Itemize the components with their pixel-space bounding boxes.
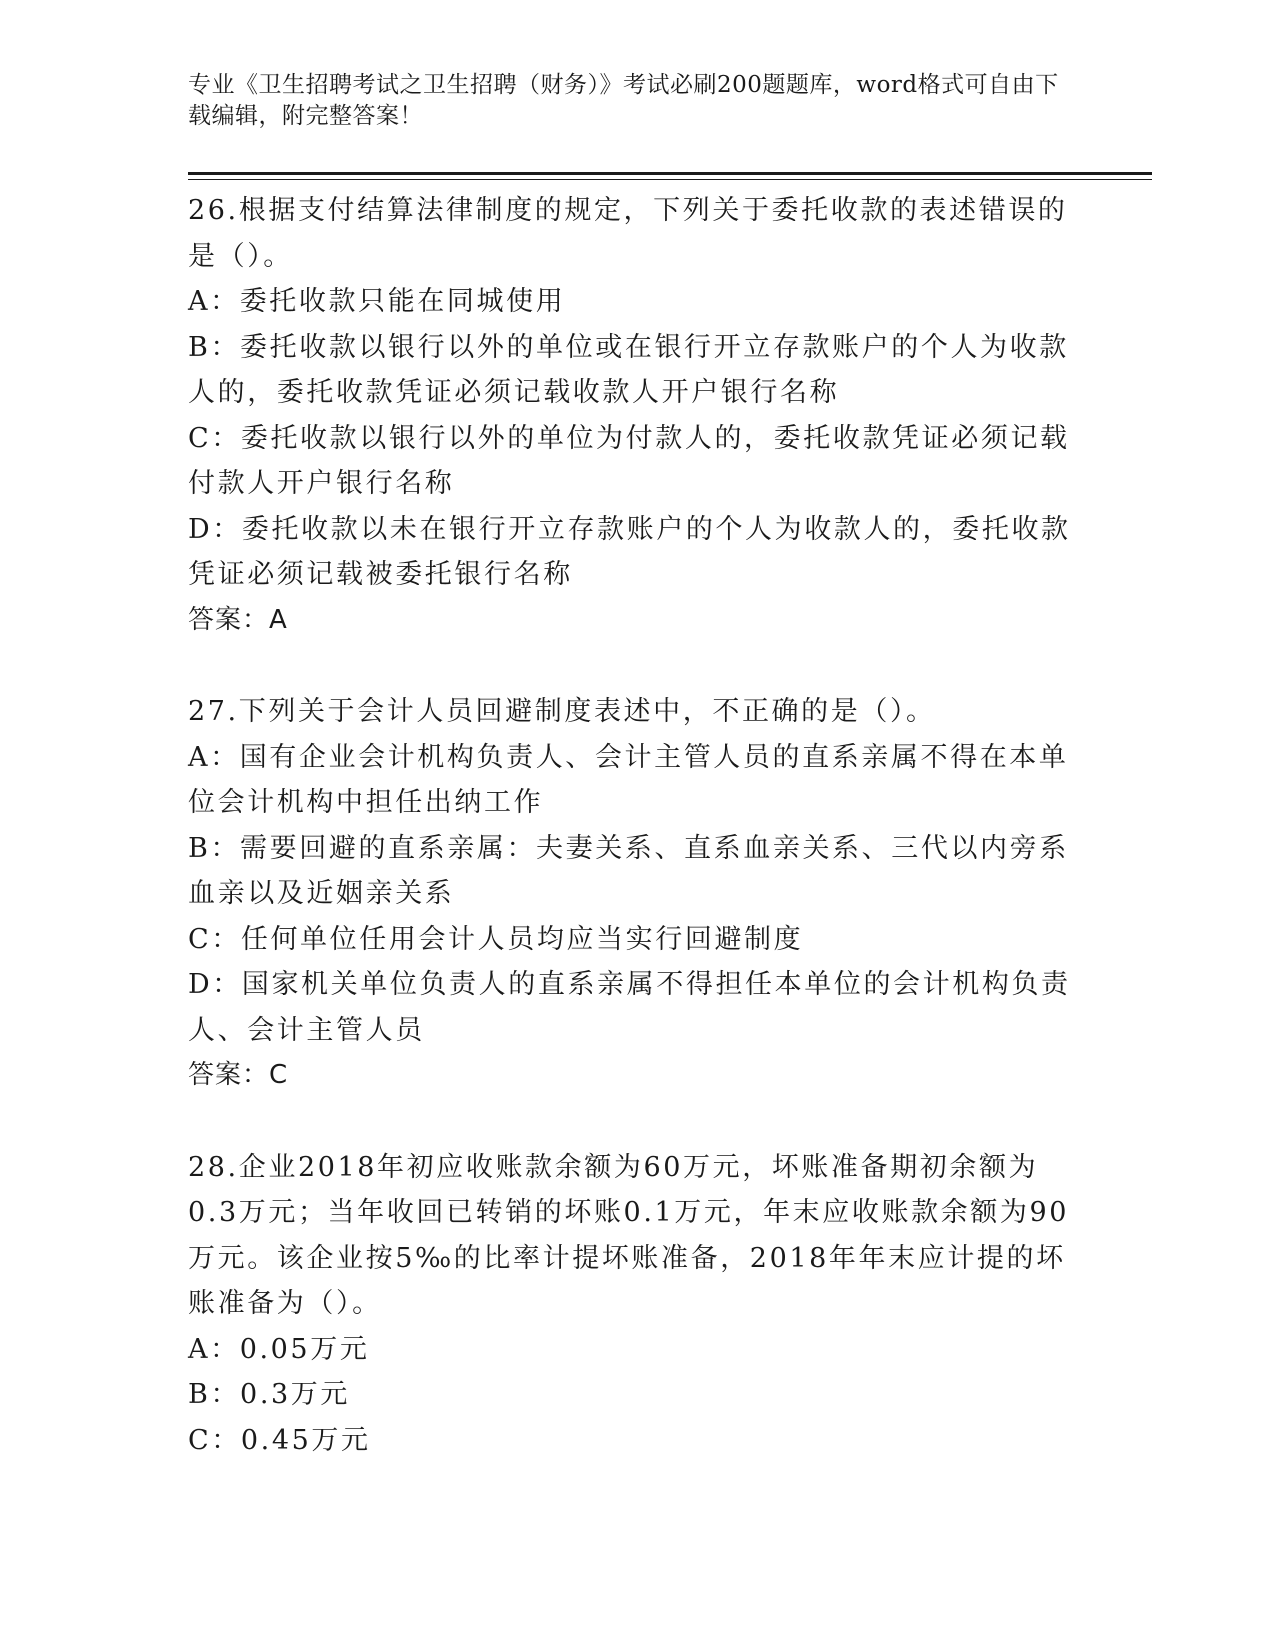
answer-text: 答案：A bbox=[188, 604, 288, 635]
option-b: B：0.3万元 bbox=[188, 1379, 350, 1410]
option-c: C：0.45万元 bbox=[188, 1424, 371, 1456]
header-divider-thin bbox=[188, 179, 1152, 180]
question-stem: 26.根据支付结算法律制度的规定，下列关于委托收款的表述错误的是（）。 bbox=[188, 195, 1068, 272]
option-d: D：委托收款以未在银行开立存款账户的个人为收款人的，委托收款凭证必须记载被委托银行名称 bbox=[188, 513, 1071, 590]
option-a: A：国有企业会计机构负责人、会计主管人员的直系亲属不得在本单位会计机构中担任出纳工作 bbox=[188, 741, 1069, 818]
question-28 bbox=[188, 1145, 1078, 1464]
question-27 bbox=[188, 689, 1078, 1099]
option-c: C：任何单位任用会计人员均应当实行回避制度 bbox=[188, 923, 804, 955]
document-header: 专业《卫生招聘考试之卫生招聘（财务）》考试必刷200题题库，word格式可自由下载编辑，附完整答案！ bbox=[188, 72, 1059, 129]
header-divider-thick bbox=[188, 172, 1152, 175]
question-stem: 27.下列关于会计人员回避制度表述中，不正确的是（）。 bbox=[188, 696, 936, 727]
question-stem: 28.企业2018年初应收账款余额为60万元，坏账准备期初余额为0.3万元；当年收回已转销的坏账0.1万元，年末应收账款余额为90万元。该企业按5‰的比率计提坏账准备，2018年年末应计提的坏账准备为（）。 bbox=[188, 1151, 1070, 1319]
option-a: A：0.05万元 bbox=[188, 1333, 370, 1365]
answer-text: 答案：C bbox=[188, 1060, 289, 1090]
option-c: C：委托收款以银行以外的单位为付款人的，委托收款凭证必须记载付款人开户银行名称 bbox=[188, 422, 1070, 499]
option-a: A：委托收款只能在同城使用 bbox=[188, 286, 566, 317]
option-b: B：委托收款以银行以外的单位或在银行开立存款账户的个人为收款人的，委托收款凭证必须记载收款人开户银行名称 bbox=[188, 331, 1069, 408]
question-list bbox=[188, 188, 1078, 1509]
question-26 bbox=[188, 188, 1078, 643]
option-b: B：需要回避的直系亲属：夫妻关系、直系血亲关系、三代以内旁系血亲以及近姻亲关系 bbox=[188, 832, 1069, 909]
option-d: D：国家机关单位负责人的直系亲属不得担任本单位的会计机构负责人、会计主管人员 bbox=[188, 969, 1071, 1046]
